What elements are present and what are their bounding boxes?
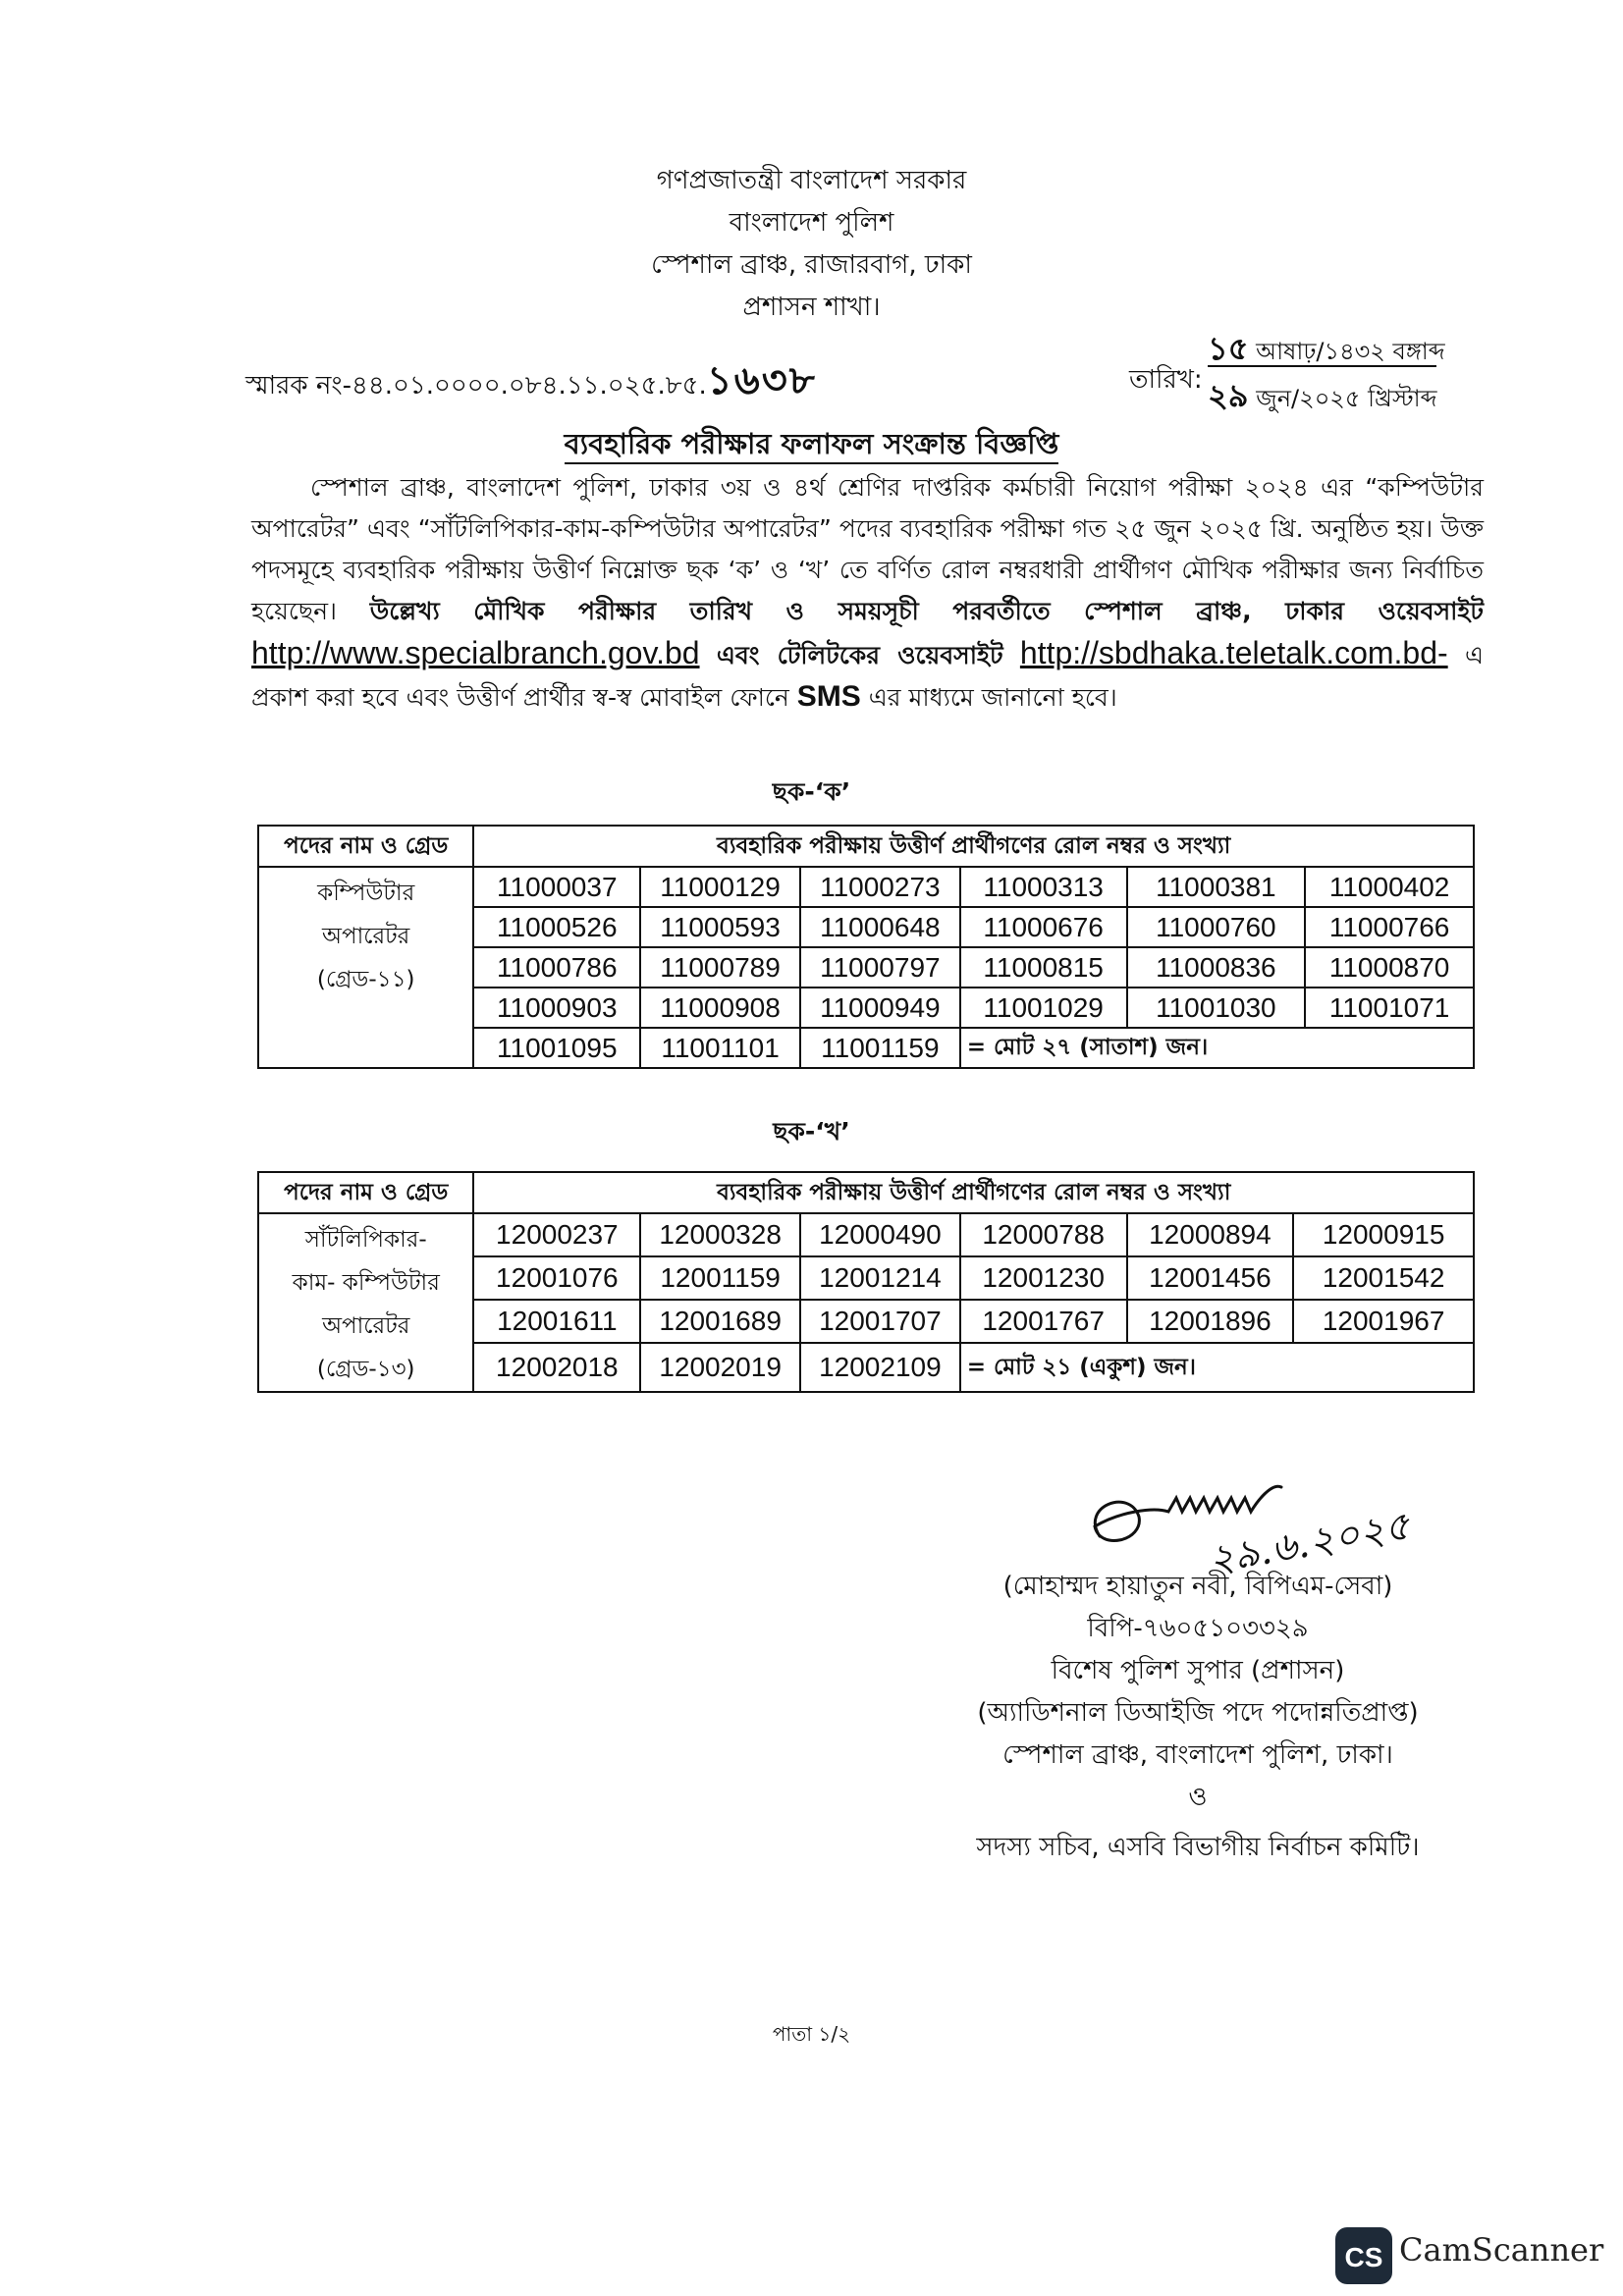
table-kha-title: ছক-‘খ’ bbox=[773, 1117, 850, 1146]
camscanner-watermark-text: CamScanner bbox=[1399, 2231, 1604, 2269]
branch-line: স্পেশাল ব্রাঞ্চ, রাজারবাগ, ঢাকা bbox=[651, 250, 972, 280]
notice-body bbox=[251, 467, 1484, 719]
roll-number: 12001159 bbox=[640, 1256, 800, 1300]
memo-number bbox=[245, 349, 817, 415]
roll-number: 12001611 bbox=[473, 1300, 640, 1343]
roll-number: 11000129 bbox=[640, 867, 800, 907]
roll-number: 12002109 bbox=[800, 1343, 960, 1392]
table-ka-header-row bbox=[258, 826, 1474, 867]
bangla-month-year: আষাঢ়/১৪৩২ বঙ্গাব্দ bbox=[1256, 338, 1445, 365]
roll-number: 11000037 bbox=[473, 867, 640, 907]
govt-line: গণপ্রজাতন্ত্রী বাংলাদেশ সরকার bbox=[656, 166, 967, 195]
table-kha-header-row bbox=[258, 1172, 1474, 1213]
roll-number: 11000526 bbox=[473, 907, 640, 947]
roll-number: 11001095 bbox=[473, 1028, 640, 1068]
roll-number: 12001230 bbox=[960, 1256, 1127, 1300]
roll-number: 11000766 bbox=[1305, 907, 1474, 947]
roll-number: 12001896 bbox=[1127, 1300, 1294, 1343]
table-ka-roll-header: ব্যবহারিক পরীক্ষায় উত্তীর্ণ প্রার্থীগণের রোল নম্বর ও সংখ্যা bbox=[473, 826, 1474, 867]
post-name-line: সাঁটলিপিকার- bbox=[304, 1227, 427, 1253]
roll-number: 12000788 bbox=[960, 1213, 1127, 1256]
body-bold2: এবং টেলিটকের ওয়েবসাইট bbox=[716, 641, 1003, 669]
roll-number: 11001030 bbox=[1127, 988, 1306, 1028]
page-number: পাতা ১/২ bbox=[772, 2022, 851, 2046]
roll-number: 11000313 bbox=[960, 867, 1127, 907]
section-line: প্রশাসন শাখা। bbox=[742, 293, 881, 322]
roll-number: 11000836 bbox=[1127, 947, 1306, 988]
table-kha-post-header: পদের নাম ও গ্রেড bbox=[258, 1172, 473, 1213]
camscanner-logo-text: CS bbox=[1344, 2242, 1383, 2272]
sms-text: SMS bbox=[796, 680, 861, 713]
table-ka-title: ছক-‘ক’ bbox=[772, 777, 851, 806]
roll-number: 12001456 bbox=[1127, 1256, 1294, 1300]
post-name-line: অপারেটর bbox=[322, 1313, 410, 1339]
bangla-day: ১৫ bbox=[1208, 330, 1249, 367]
roll-number: 12002018 bbox=[473, 1343, 640, 1392]
roll-number: 11000903 bbox=[473, 988, 640, 1028]
roll-number: 11000797 bbox=[800, 947, 960, 988]
signature-block bbox=[884, 1566, 1512, 1869]
roll-number: 11001159 bbox=[800, 1028, 960, 1068]
table-kha bbox=[257, 1171, 1475, 1393]
teletalk-website-link[interactable]: http://sbdhaka.teletalk.com.bd- bbox=[1019, 635, 1448, 670]
signature-date: ২৯.৬.২০২৫ bbox=[1205, 1503, 1414, 1583]
roll-number: 11000760 bbox=[1127, 907, 1306, 947]
table-row bbox=[258, 1213, 1474, 1256]
roll-number: 11000402 bbox=[1305, 867, 1474, 907]
roll-number: 12001967 bbox=[1293, 1300, 1474, 1343]
roll-number: 11000815 bbox=[960, 947, 1127, 988]
roll-number: 12001076 bbox=[473, 1256, 640, 1300]
roll-number: 12001214 bbox=[800, 1256, 960, 1300]
roll-number: 11000593 bbox=[640, 907, 800, 947]
date-label: তারিখ: bbox=[1129, 365, 1203, 395]
roll-number: 11000789 bbox=[640, 947, 800, 988]
notice-title-text: ব্যবহারিক পরীক্ষার ফলাফল সংক্রান্ত বিজ্ঞপ্তি bbox=[565, 427, 1059, 464]
roll-number: 12001689 bbox=[640, 1300, 800, 1343]
body-part1: স্পেশাল ব্রাঞ্চ, বাংলাদেশ পুলিশ, ঢাকার ৩য় ও ৪র্থ শ্রেণির দাপ্তরিক কর্মচারী নিয়োগ পরীক্ষা ২০২৪ এর “কম্পিউটার অপারেটর” এবং “সাঁটলিপিকার-কাম-কম্পিউটার অপারেটর” পদের ব্যবহারিক পরীক্ষা গত ২৫ জুন ২০২৫ খ্রি. অনুষ্ঠিত হয়। উক্ত পদসমূহে ব্যবহারিক পরীক্ষায় উত্তীর্ণ নিম্নোক্ত ছক ‘ক’ ও ‘খ’ তে বর্ণিত রোল নম্বরধারী প্রার্থীগণ মৌখিক পরীক্ষার জন্য নির্বাচিত হয়েছেন। bbox=[251, 473, 1484, 625]
gregorian-day: ২৯ bbox=[1208, 377, 1249, 414]
roll-number: 12000490 bbox=[800, 1213, 960, 1256]
committee-role: সদস্য সচিব, এসবি বিভাগীয় নির্বাচন কমিটি। bbox=[976, 1833, 1420, 1862]
post-name-line: কাম- কম্পিউটার bbox=[292, 1270, 440, 1296]
body-bold1: উল্লেখ্য মৌখিক পরীক্ষার তারিখ ও সময়সূচী পরবর্তীতে স্পেশাল ব্রাঞ্চ, ঢাকার ওয়েবসাইট bbox=[369, 597, 1484, 625]
camscanner-icon bbox=[1335, 2227, 1392, 2284]
table-row bbox=[258, 867, 1474, 907]
roll-number: 12001767 bbox=[960, 1300, 1127, 1343]
roll-number: 11000870 bbox=[1305, 947, 1474, 988]
roll-number: 11001071 bbox=[1305, 988, 1474, 1028]
roll-number: 12002019 bbox=[640, 1343, 800, 1392]
officer-office: স্পেশাল ব্রাঞ্চ, বাংলাদেশ পুলিশ, ঢাকা। bbox=[1002, 1740, 1393, 1770]
conjunction-and: ও bbox=[1188, 1783, 1208, 1812]
officer-bp-number: বিপি-৭৬০৫১০৩৩২৯ bbox=[1087, 1614, 1309, 1643]
roll-number: 12000894 bbox=[1127, 1213, 1294, 1256]
table-ka-post-cell bbox=[258, 867, 473, 1068]
roll-number: 11000908 bbox=[640, 988, 800, 1028]
roll-number: 12000328 bbox=[640, 1213, 800, 1256]
table-kha-total: = মোট ২১ (একুশ) জন। bbox=[960, 1343, 1474, 1392]
table-ka-total: = মোট ২৭ (সাতাশ) জন। bbox=[960, 1028, 1474, 1068]
roll-number: 12001707 bbox=[800, 1300, 960, 1343]
gregorian-month-year: জুন/২০২৫ খ্রিস্টাব্দ bbox=[1256, 385, 1437, 412]
table-ka-post-header: পদের নাম ও গ্রেড bbox=[258, 826, 473, 867]
roll-number: 11000676 bbox=[960, 907, 1127, 947]
memo-prefix: স্মারক নং-৪৪.০১.০০০০.০৮৪.১১.০২৫.৮৫. bbox=[245, 371, 707, 400]
body-part3: এর মাধ্যমে জানানো হবে। bbox=[868, 683, 1117, 712]
roll-number: 11001029 bbox=[960, 988, 1127, 1028]
camscanner-logo bbox=[1335, 2227, 1392, 2288]
roll-number: 11000381 bbox=[1127, 867, 1306, 907]
post-name-line: অপারেটর bbox=[322, 924, 410, 949]
roll-number: 11000949 bbox=[800, 988, 960, 1028]
officer-designation: বিশেষ পুলিশ সুপার (প্রশাসন) bbox=[1051, 1656, 1345, 1685]
officer-name: (মোহাম্মদ হায়াতুন নবী, বিপিএম-সেবা) bbox=[1002, 1572, 1393, 1601]
officer-promotion: (অ্যাডিশনাল ডিআইজি পদে পদোন্নতিপ্রাপ্ত) bbox=[977, 1698, 1419, 1728]
post-grade: (গ্রেড-১১) bbox=[316, 967, 415, 992]
police-line: বাংলাদেশ পুলিশ bbox=[729, 208, 894, 238]
body-part2: এ প্রকাশ করা হবে এবং উত্তীর্ণ প্রার্থীর স্ব-স্ব মোবাইল ফোনে bbox=[251, 641, 1484, 712]
table-kha-roll-header: ব্যবহারিক পরীক্ষায় উত্তীর্ণ প্রার্থীগণের রোল নম্বর ও সংখ্যা bbox=[473, 1172, 1474, 1213]
notice-title bbox=[0, 422, 1623, 470]
roll-number: 11000786 bbox=[473, 947, 640, 988]
table-ka bbox=[257, 825, 1475, 1069]
roll-number: 12000237 bbox=[473, 1213, 640, 1256]
roll-number: 11000648 bbox=[800, 907, 960, 947]
roll-number: 11000273 bbox=[800, 867, 960, 907]
handwritten-signature bbox=[1060, 1468, 1434, 1583]
roll-number: 12001542 bbox=[1293, 1256, 1474, 1300]
post-name-line: কম্পিউটার bbox=[317, 881, 415, 906]
memo-handwritten-number: ১৬৩৮ bbox=[706, 357, 817, 403]
table-kha-post-cell bbox=[258, 1213, 473, 1392]
roll-number: 11001101 bbox=[640, 1028, 800, 1068]
gregorian-date bbox=[1208, 365, 1436, 424]
roll-number: 12000915 bbox=[1293, 1213, 1474, 1256]
specialbranch-website-link[interactable]: http://www.specialbranch.gov.bd bbox=[251, 635, 700, 670]
post-grade: (গ্রেড-১৩) bbox=[316, 1357, 415, 1382]
